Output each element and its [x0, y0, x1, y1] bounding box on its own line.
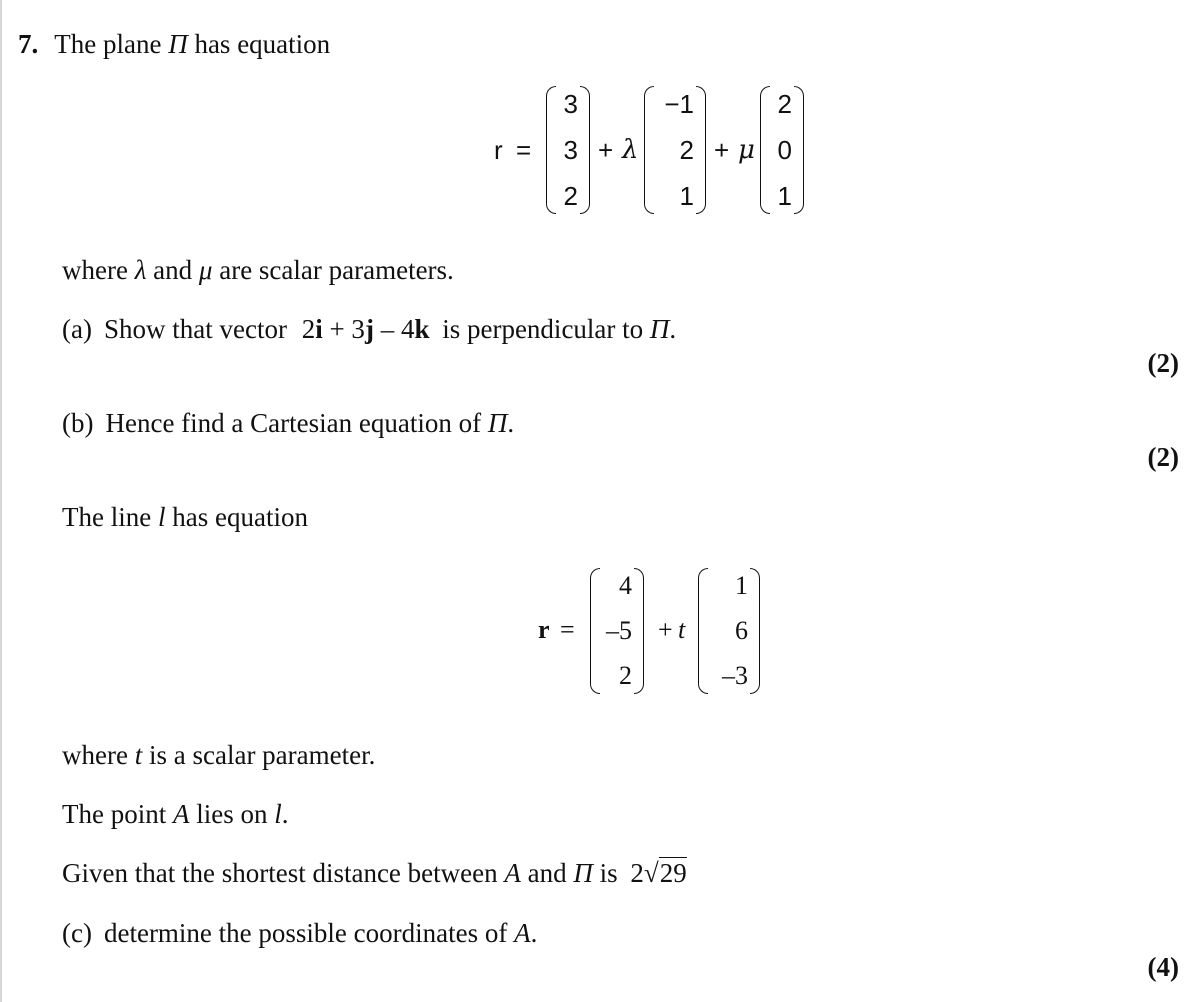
point-text-end: . [281, 799, 289, 829]
vector-entry: 1 [679, 181, 694, 211]
part-b-end: . [507, 408, 515, 438]
part-a-text [62, 313, 676, 345]
plane-symbol-inline: Π [487, 408, 508, 438]
part-b-text [62, 407, 514, 439]
vector-entry: 3 [563, 89, 578, 119]
vector-entry: 2 [679, 135, 694, 165]
point-a-symbol: A [504, 858, 521, 888]
point-a-symbol: A [172, 799, 190, 829]
plane-eq-lhs: r [494, 135, 503, 165]
vector-entry: 0 [777, 135, 792, 165]
vector-op-1: + 3 [322, 314, 365, 344]
part-b-pre: Hence find a Cartesian equation of [105, 408, 488, 438]
plane-direction-vector-1 [644, 84, 706, 216]
vector-entry: 2 [619, 661, 632, 690]
plane-symbol-inline: Π [649, 314, 670, 344]
plane-symbol: Π [168, 29, 188, 59]
sqrt-coefficient: 2 [630, 858, 644, 888]
part-c-text [62, 917, 537, 949]
mu-symbol: μ [738, 135, 755, 165]
point-a-symbol: A [514, 918, 531, 948]
part-c-end: . [530, 918, 538, 948]
question-intro-pre: The plane [54, 29, 169, 59]
point-text [62, 798, 289, 830]
point-text-pre: The point [62, 799, 173, 829]
vector-entry: 2 [563, 181, 578, 211]
vector-entry: 6 [735, 616, 748, 645]
vector-entry: 1 [777, 181, 792, 211]
line-intro-pre: The line [62, 502, 158, 532]
line-eq-equals: = [560, 615, 575, 644]
plane-symbol-inline: Π [573, 858, 593, 888]
params-mid: and [146, 255, 199, 285]
line-direction-vector [698, 566, 760, 696]
part-c-label: (c) [62, 918, 92, 948]
part-a-end: . [669, 314, 677, 344]
distance-post: is [592, 858, 625, 888]
distance-mid: and [520, 858, 574, 888]
vector-entry: 2 [777, 89, 792, 119]
point-text-mid: lies on [189, 799, 275, 829]
vector-entry: –3 [722, 661, 748, 690]
question-header [18, 28, 330, 60]
lambda-symbol-inline: λ [134, 255, 147, 285]
params-pre: where [62, 255, 135, 285]
part-a-marks: (2) [1147, 348, 1179, 378]
part-b-label: (b) [62, 408, 94, 438]
part-a-pre: Show that vector [103, 314, 294, 344]
part-c-pre: determine the possible coordinates of [103, 918, 515, 948]
vector-entry: 1 [735, 571, 748, 600]
line-symbol-inline: l [274, 799, 282, 829]
vector-entry: 3 [563, 135, 578, 165]
plane-eq-plus-2: + [714, 135, 730, 165]
distance-text [62, 857, 687, 889]
unit-vector-k: k [414, 314, 430, 344]
plane-eq-equals: = [516, 135, 532, 165]
scalar-parameters-text [62, 254, 454, 286]
radical-sign: √ [643, 858, 659, 888]
line-eq-plus: + [658, 615, 673, 644]
vector-entry: −1 [664, 89, 694, 119]
unit-vector-j: j [364, 314, 374, 344]
plane-eq-plus-1: + [598, 135, 614, 165]
mu-symbol-inline: μ [198, 255, 213, 285]
sqrt-radicand: 29 [659, 858, 687, 888]
line-eq-lhs: r [538, 615, 550, 644]
part-b-marks: (2) [1147, 442, 1179, 472]
plane-position-vector [546, 84, 590, 216]
part-c-marks: (4) [1147, 952, 1179, 982]
t-text-post: is a scalar parameter. [142, 740, 376, 770]
vector-entry: 4 [619, 571, 632, 600]
vector-op-2: – 4 [373, 314, 415, 344]
line-symbol: l [157, 502, 166, 532]
left-margin-rule [0, 0, 2, 1002]
params-post: are scalar parameters. [212, 255, 454, 285]
part-a-label: (a) [62, 314, 92, 344]
question-number: 7. [18, 29, 39, 59]
plane-direction-vector-2 [760, 84, 804, 216]
vector-entry: –5 [606, 616, 632, 645]
unit-vector-i: i [315, 314, 323, 344]
distance-pre: Given that the shortest distance between [62, 858, 505, 888]
t-parameter-text [62, 739, 375, 771]
part-a-post: is perpendicular to [435, 314, 650, 344]
line-intro-post: has equation [165, 502, 308, 532]
t-symbol-inline: t [134, 740, 143, 770]
question-intro-post: has equation [187, 29, 331, 59]
vector-coef-i: 2 [301, 314, 316, 344]
lambda-symbol: λ [622, 135, 639, 165]
t-text-pre: where [62, 740, 135, 770]
line-intro-text [62, 501, 308, 533]
line-position-vector [590, 566, 644, 696]
t-symbol: t [678, 615, 686, 644]
